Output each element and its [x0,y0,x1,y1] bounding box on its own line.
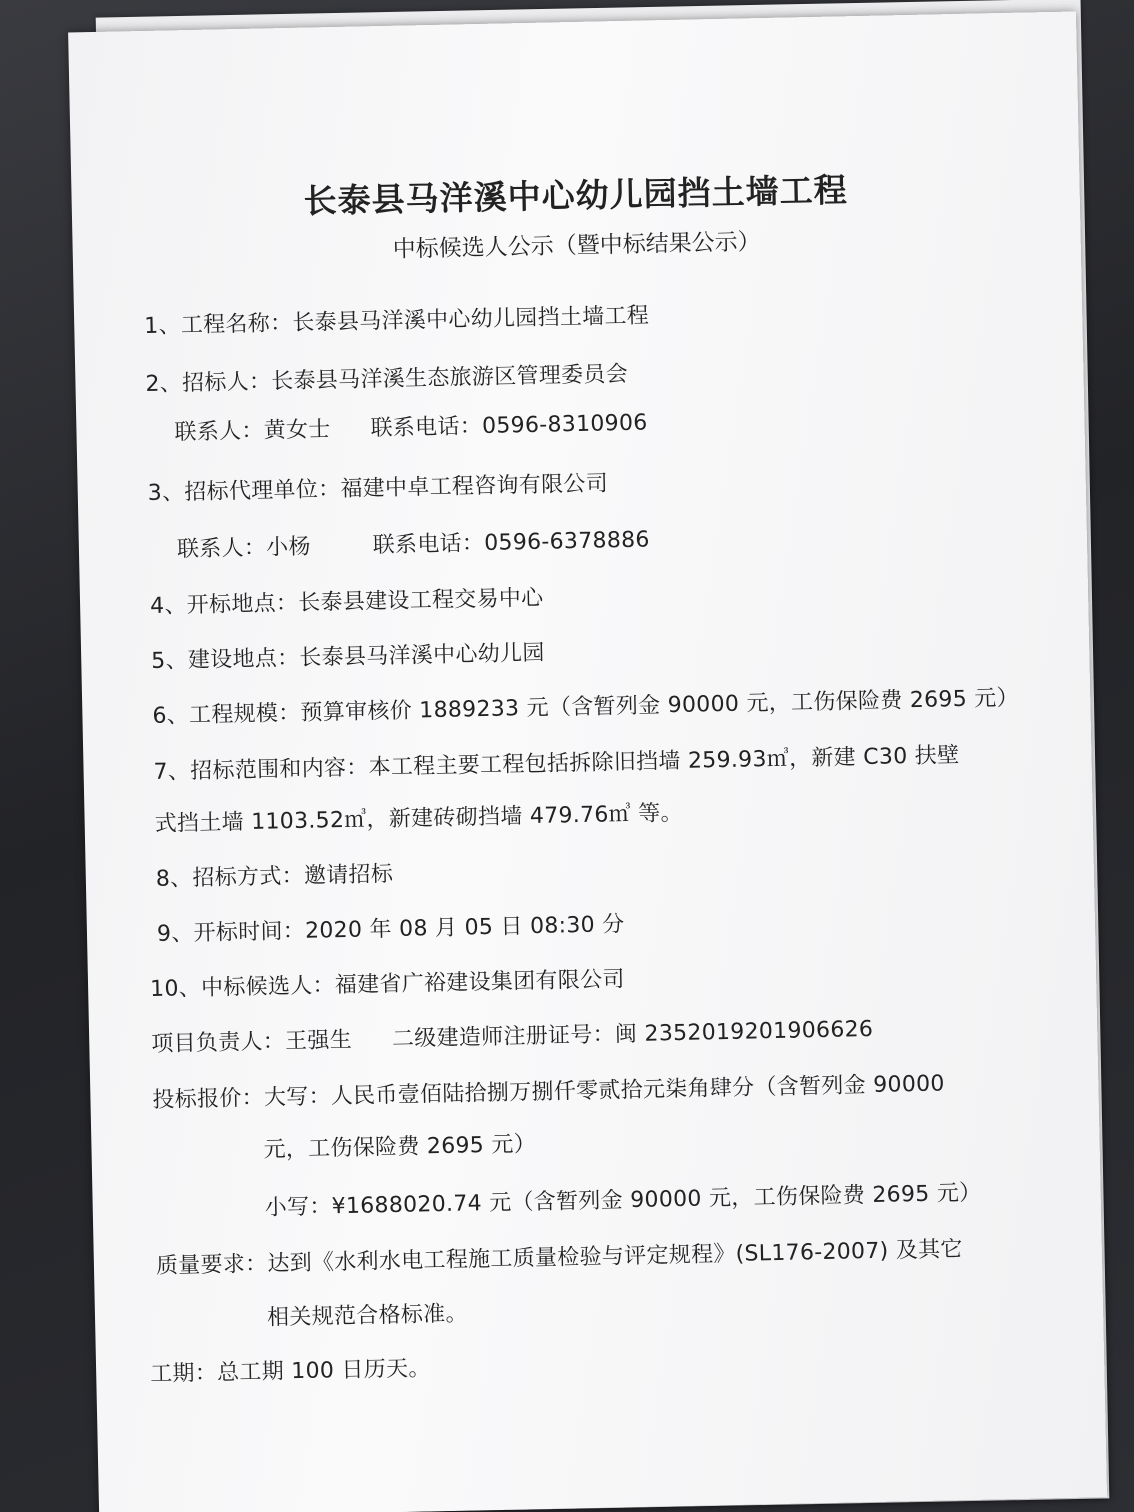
item-tender-method: 8、招标方式：邀请招标 [155,861,394,892]
item-scope-line2: 式挡土墙 1103.52㎥，新建砖砌挡墙 479.76㎥ 等。 [154,800,684,837]
document-title: 长泰县马洋溪中心幼儿园挡土墙工程 [303,170,848,221]
agency-phone: 联系电话：0596-6378886 [372,527,650,559]
bid-price-upper-line2: 元，工伤保险费 2695 元） [263,1132,537,1163]
item-opening-time: 9、开标时间：2020 年 08 月 05 日 08:30 分 [156,912,625,947]
document-subtitle: 中标候选人公示（暨中标结果公示） [392,229,761,263]
bid-price-lower: 小写：¥1688020.74 元（含暂列金 90000 元，工伤保险费 2695 元） [264,1180,982,1221]
item-project-scale: 6、工程规模：预算审核价 1889233 元（含暂列金 90000 元，工伤保险费 2695 元） [152,685,1020,729]
certificate-number: 二级建造师注册证号：闽 2352019201906626 [391,1016,874,1052]
item-construction-site: 5、建设地点：长泰县马洋溪中心幼儿园 [151,640,545,674]
agency-contact: 联系人：小杨 [176,534,312,563]
item-project-name: 1、工程名称：长泰县马洋溪中心幼儿园挡土墙工程 [144,303,650,340]
project-manager: 项目负责人：王强生 [151,1027,353,1058]
paper-sheet [68,11,1107,1512]
item-scope-line1: 7、招标范围和内容：本工程主要工程包括拆除旧挡墙 259.93㎥，新建 C30 扶壁 [153,743,960,785]
item-agency: 3、招标代理单位：福建中卓工程咨询有限公司 [147,471,609,506]
construction-period: 工期：总工期 100 日历天。 [149,1356,431,1388]
item-winning-candidate: 10、中标候选人：福建省广裕建设集团有限公司 [149,967,625,1003]
quality-requirement-line2: 相关规范合格标准。 [266,1301,468,1331]
item-agency-contact-line [177,522,650,563]
item-tenderer-contact-line [174,406,648,447]
tenderer-contact: 联系人：黄女士 [174,417,331,446]
manager-line [151,1012,874,1058]
document-content [68,11,1107,1512]
item-tenderer: 2、招标人：长泰县马洋溪生态旅游区管理委员会 [145,361,629,398]
item-opening-location: 4、开标地点：长泰县建设工程交易中心 [149,585,544,619]
bid-price-upper-line1: 投标报价：大写：人民币壹佰陆拾捌万捌仟零贰拾元柒角肆分（含暂列金 90000 [152,1071,945,1114]
tenderer-phone: 联系电话：0596-8310906 [370,410,648,442]
quality-requirement-line1: 质量要求：达到《水利水电工程施工质量检验与评定规程》(SL176-2007) 及其它 [155,1237,963,1279]
